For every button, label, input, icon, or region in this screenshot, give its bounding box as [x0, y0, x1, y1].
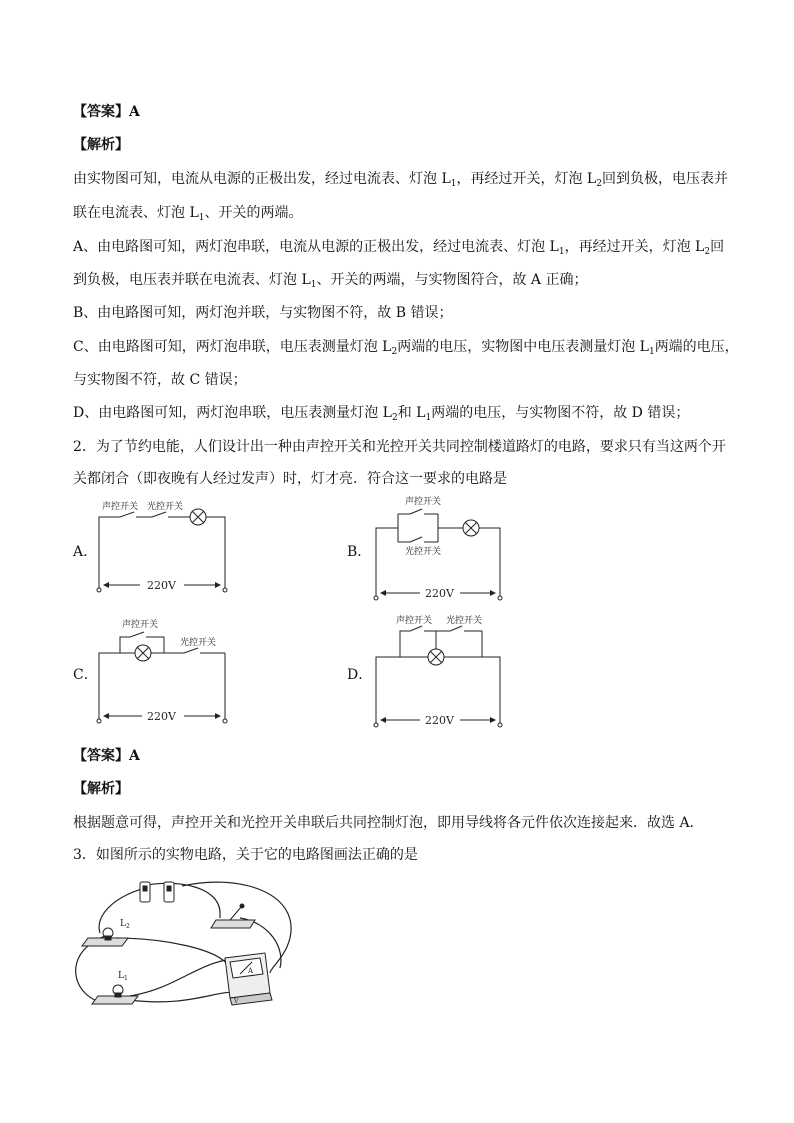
switch-icon — [211, 904, 255, 928]
q2-circuit-d — [368, 613, 508, 731]
lamp-l2-label: $L_2$ — [120, 919, 130, 930]
q1-option-c-line-1: C、由电路图可知，两灯泡串联，电压表测量灯泡 $L_2$两端的电压，实物图中电压表测量灯泡 $L_1$两端的电压， — [73, 339, 739, 357]
lamp-l1-label: $L_1$ — [118, 971, 128, 982]
q1-option-d: D、由电路图可知，两灯泡串联，电压表测量灯泡 $L_2$和 $L_1$两端的电压，与实物图不符，故 D 错误； — [73, 405, 690, 423]
q2-stem-line-1: 2．为了节约电能，人们设计出一种由声控开关和光控开关共同控制楼道路灯的电路，要求只有当这两个开 — [73, 439, 726, 455]
q2-analysis: 根据题意可得，声控开关和光控开关串联后共同控制灯泡，即用导线将各元件依次连接起来．故选 A． — [73, 815, 704, 831]
q1-option-b: B、由电路图可知，两灯泡并联，与实物图不符，故 B 错误； — [73, 305, 453, 321]
lamp-l2-icon — [82, 928, 128, 946]
ammeter-icon — [225, 953, 272, 1005]
svg-text:光控开关: 光控开关 — [446, 616, 483, 626]
q2-circuit-b — [368, 492, 508, 604]
q2-circuit-c — [92, 615, 232, 727]
q2-analysis-label: 【解析】 — [73, 781, 129, 797]
q2-option-b-label: B． — [347, 544, 372, 560]
q1-analysis-line-2: 联在电流表、灯泡 $L_1$、开关的两端。 — [73, 205, 303, 223]
svg-text:声控开关: 声控开关 — [122, 620, 159, 630]
sound-switch-label: 声控开关 — [102, 502, 139, 512]
battery-icon — [140, 882, 174, 902]
light-switch-label: 光控开关 — [147, 502, 184, 512]
q2-answer: 【答案】A — [73, 748, 140, 764]
q2-option-d-label: D． — [347, 667, 373, 683]
q3-physical-circuit — [70, 878, 300, 1013]
ammeter-label: A — [248, 967, 254, 975]
q3-stem: 3．如图所示的实物电路，关于它的电路图画法正确的是 — [73, 847, 418, 863]
q1-analysis-line-1: 由实物图可知，电流从电源的正极出发，经过电流表、灯泡 $L_1$，再经过开关，灯泡 $L_2$回到负极，电压表并 — [73, 171, 728, 189]
voltage-label: 220V — [147, 579, 176, 592]
q1-option-a-line-1: A、由电路图可知，两灯泡串联，电流从电源的正极出发，经过电流表、灯泡 $L_1$，再经过开关，灯泡 $L_2$回 — [73, 239, 725, 257]
svg-text:光控开关: 光控开关 — [405, 547, 442, 557]
q1-option-a-line-2: 到负极，电压表并联在电流表、灯泡 $L_1$、开关的两端，与实物图符合，故 A 正确； — [73, 272, 588, 290]
svg-text:220V: 220V — [425, 587, 454, 600]
svg-text:220V: 220V — [147, 710, 176, 723]
q1-analysis-label: 【解析】 — [73, 137, 129, 153]
q2-option-c-label: C． — [73, 667, 98, 683]
meter-v-label: V — [234, 998, 239, 1005]
svg-text:光控开关: 光控开关 — [180, 638, 217, 648]
svg-text:声控开关: 声控开关 — [405, 497, 442, 507]
q2-stem-line-2: 关都闭合（即夜晚有人经过发声）时，灯才亮．符合这一要求的电路是 — [73, 471, 507, 487]
q2-option-a-label: A． — [73, 544, 98, 560]
svg-text:声控开关: 声控开关 — [396, 616, 433, 626]
q1-answer: 【答案】A — [73, 104, 140, 120]
q1-option-c-line-2: 与实物图不符，故 C 错误； — [73, 372, 247, 388]
svg-text:220V: 220V — [425, 714, 454, 727]
q2-circuit-a — [92, 497, 232, 597]
lamp-l1-icon — [92, 985, 138, 1004]
